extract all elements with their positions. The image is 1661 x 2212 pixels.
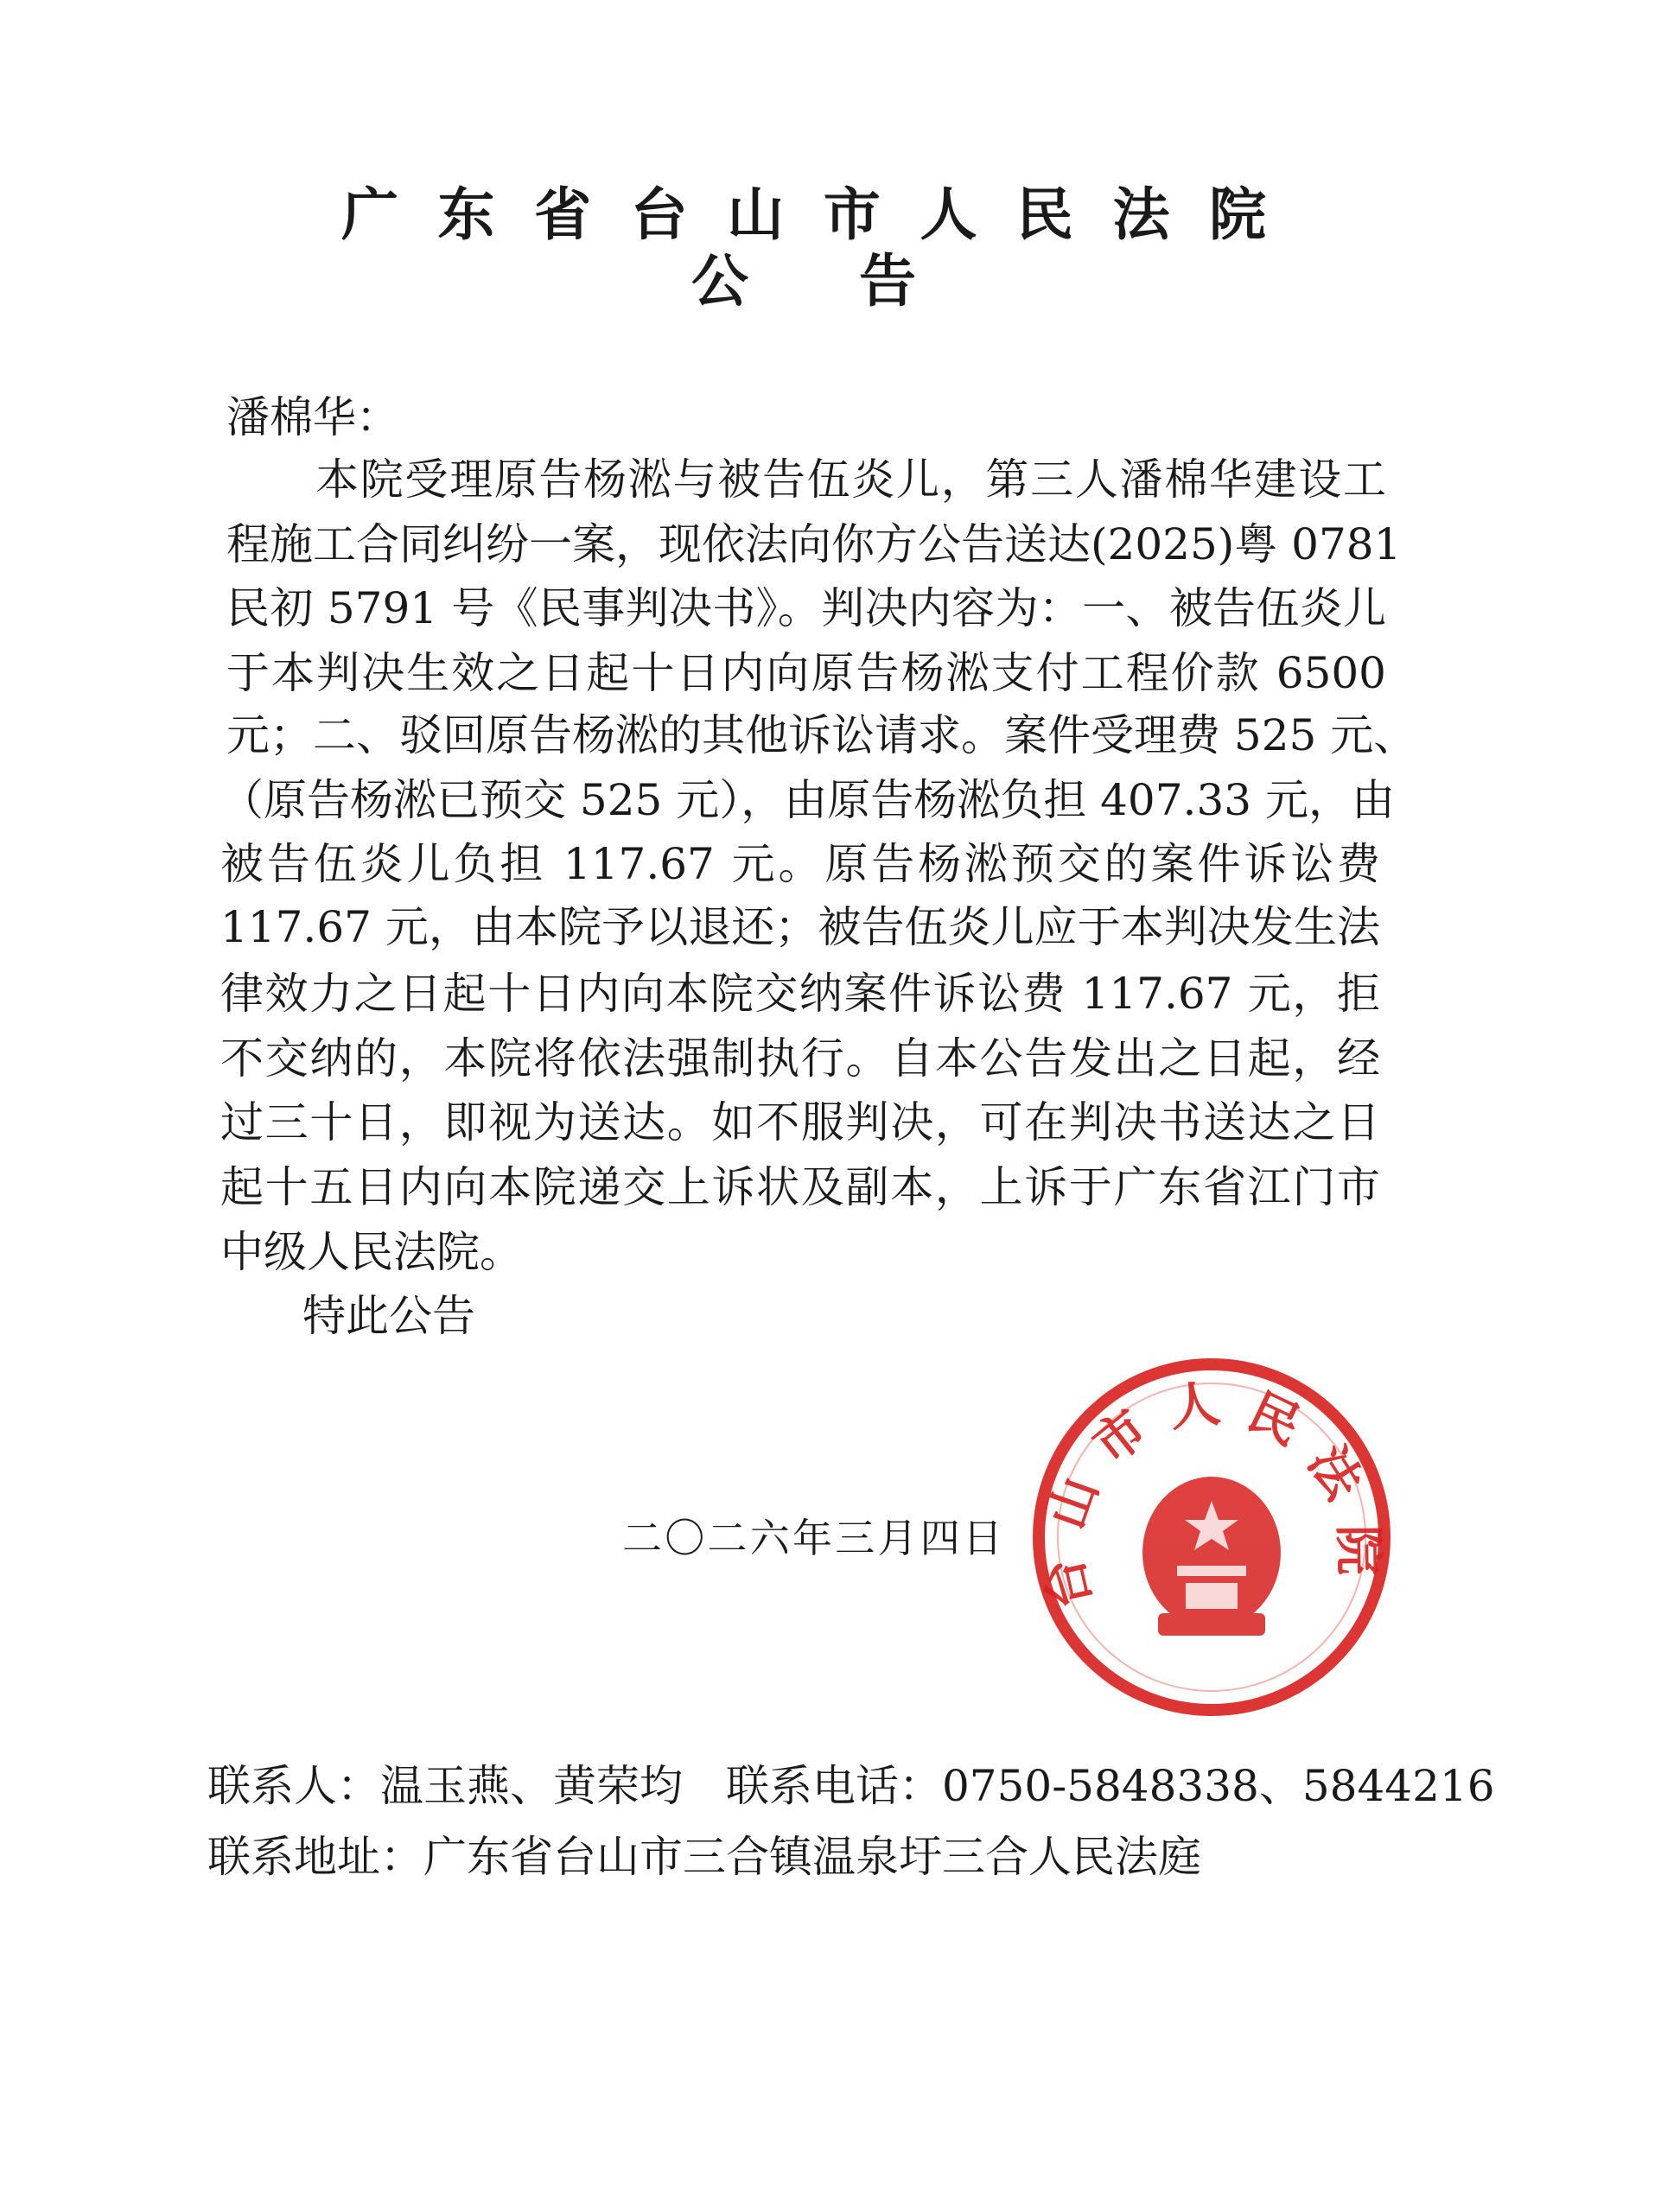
court-seal-icon: [1028, 1354, 1395, 1720]
body-line: 起十五日内向本院递交上诉状及副本，上诉于广东省江门市: [220, 1162, 1380, 1212]
court-name-title: 广东省台山市人民法院: [341, 181, 1266, 248]
body-line: 不交纳的，本院将依法强制执行。自本公告发出之日起，经: [220, 1033, 1380, 1084]
salutation: 潘棉华：: [226, 392, 399, 442]
notice-title: 公告: [691, 247, 916, 315]
body-line: 民初 5791 号《民事判决书》。判决内容为：一、被告伍炎儿: [226, 583, 1386, 633]
body-line: 于本判决生效之日起十日内向原告杨淞支付工程价款 6500: [226, 648, 1386, 698]
body-line: （原告杨淞已预交 525 元），由原告杨淞负担 407.33 元，由: [220, 775, 1395, 825]
body-line: 元；二、驳回原告杨淞的其他诉讼请求。案件受理费 525 元、: [226, 710, 1417, 760]
body-line: 程施工合同纠纷一案，现依法向你方公告送达(2025)粤 0781: [226, 519, 1402, 569]
body-line: 被告伍炎儿负担 117.67 元。原告杨淞预交的案件诉讼费: [220, 839, 1380, 889]
body-line: 117.67 元，由本院予以退还；被告伍炎儿应于本判决发生法: [220, 902, 1380, 952]
body-line: 律效力之日起十日内向本院交纳案件诉讼费 117.67 元，拒: [220, 969, 1380, 1019]
body-line: 过三十日，即视为送达。如不服判决，可在判决书送达之日: [220, 1097, 1380, 1147]
body-line: 中级人民法院。: [220, 1227, 523, 1277]
svg-text:台山市人民法院: 台山市人民法院: [1034, 1373, 1389, 1615]
issue-date: 二〇二六年三月四日: [622, 1515, 1002, 1561]
closing: 特此公告: [302, 1291, 475, 1341]
contact-people-phone: 联系人：温玉燕、黄荣均 联系电话：0750-5848338、5844216: [207, 1761, 1495, 1811]
contact-address: 联系地址：广东省台山市三合镇温泉圩三合人民法庭: [207, 1832, 1201, 1882]
body-line: 本院受理原告杨淞与被告伍炎儿，第三人潘棉华建设工: [315, 454, 1386, 505]
